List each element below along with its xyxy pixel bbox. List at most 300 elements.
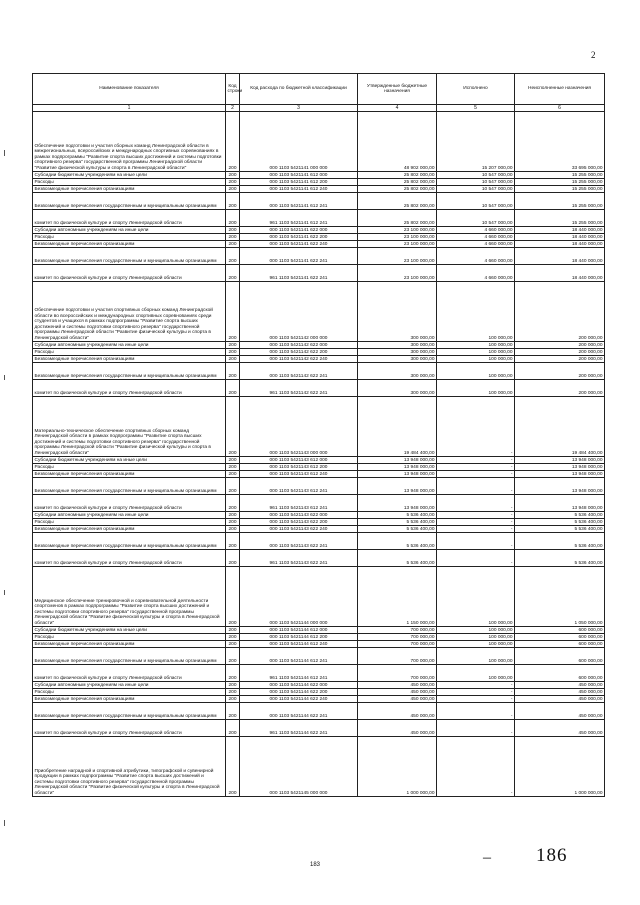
row-remaining: 600 000,00: [515, 648, 605, 665]
row-budget-code: 000 1103 5421144 612 241: [240, 648, 358, 665]
row-budget-code: 961 1103 5421141 622 241: [240, 265, 358, 282]
row-budget-code: 000 1103 5421143 612 240: [240, 471, 358, 478]
column-number: 2: [226, 105, 240, 112]
row-name: Расходы: [33, 179, 226, 186]
row-name: Безвозмездные перечисления государственным и муниципальным организациям: [33, 248, 226, 265]
row-approved: 700 000,00: [358, 641, 437, 648]
row-approved: 13 948 000,00: [358, 495, 437, 512]
row-approved: 23 100 000,00: [358, 241, 437, 248]
column-number: 5: [437, 105, 515, 112]
row-remaining: 450 000,00: [515, 696, 605, 703]
row-remaining: 200 000,00: [515, 342, 605, 349]
row-line-code: 200: [226, 193, 240, 210]
row-name: Расходы: [33, 349, 226, 356]
header-budget-code: Код расхода по бюджетной классификации: [240, 74, 358, 105]
row-name: Безвозмездные перечисления организациям: [33, 641, 226, 648]
row-executed: 100 000,00: [437, 349, 515, 356]
column-number: 1: [33, 105, 226, 112]
row-name: Безвозмездные перечисления государственным и муниципальным организациям: [33, 648, 226, 665]
row-name: Материально-техническое обеспечение спортивных сборных команд Ленинградской области в рамках подпрограммы "Развитие спорта высших достижений и системы подготовки спортивного резерва" государственной программы Ленинградской области "Развитие физической культуры и спорта в Ленинградской области": [33, 397, 226, 457]
row-executed: -: [437, 495, 515, 512]
row-approved: 300 000,00: [358, 342, 437, 349]
row-budget-code: 000 1103 5421144 622 240: [240, 696, 358, 703]
row-remaining: 200 000,00: [515, 282, 605, 342]
row-remaining: 33 695 000,00: [515, 112, 605, 172]
row-line-code: 200: [226, 349, 240, 356]
row-budget-code: 000 1103 5421143 622 241: [240, 533, 358, 550]
table-row: [33, 737, 605, 797]
row-line-code: 200: [226, 550, 240, 567]
stamp-dash: –: [483, 849, 491, 866]
row-remaining: 15 255 000,00: [515, 210, 605, 227]
row-executed: -: [437, 703, 515, 720]
row-name: Безвозмездные перечисления государственным и муниципальным организациям: [33, 478, 226, 495]
table-row: [33, 363, 605, 380]
row-budget-code: 000 1103 5421144 622 241: [240, 703, 358, 720]
row-remaining: 13 948 000,00: [515, 457, 605, 464]
row-remaining: 450 000,00: [515, 720, 605, 737]
row-line-code: 200: [226, 356, 240, 363]
row-budget-code: 000 1103 5421143 622 240: [240, 526, 358, 533]
row-line-code: 200: [226, 519, 240, 526]
row-name: Безвозмездные перечисления государственным и муниципальным организациям: [33, 533, 226, 550]
budget-execution-table: [32, 73, 605, 797]
row-remaining: 5 536 400,00: [515, 526, 605, 533]
table-row: [33, 193, 605, 210]
row-approved: 25 802 000,00: [358, 172, 437, 179]
row-approved: 23 100 000,00: [358, 234, 437, 241]
row-executed: 10 547 000,00: [437, 186, 515, 193]
row-executed: 100 000,00: [437, 567, 515, 627]
row-budget-code: 000 1103 5421143 612 241: [240, 478, 358, 495]
row-remaining: 18 440 000,00: [515, 248, 605, 265]
table-row: [33, 648, 605, 665]
row-executed: 100 000,00: [437, 282, 515, 342]
row-executed: -: [437, 464, 515, 471]
row-name: Субсидии бюджетным учреждениям на иные цели: [33, 457, 226, 464]
row-remaining: 15 255 000,00: [515, 179, 605, 186]
row-name: Безвозмездные перечисления организациям: [33, 471, 226, 478]
row-remaining: 600 000,00: [515, 627, 605, 634]
table-row: [33, 471, 605, 478]
row-name: Безвозмездные перечисления государственным и муниципальным организациям: [33, 193, 226, 210]
row-remaining: 1 050 000,00: [515, 567, 605, 627]
table-row: [33, 210, 605, 227]
row-executed: -: [437, 471, 515, 478]
row-remaining: 15 255 000,00: [515, 186, 605, 193]
row-budget-code: 000 1103 5421144 612 240: [240, 641, 358, 648]
table-row: [33, 342, 605, 349]
row-name: комитет по физической культуре и спорту Ленинградской области: [33, 265, 226, 282]
column-number: 6: [515, 105, 605, 112]
row-remaining: 19 484 400,00: [515, 397, 605, 457]
row-remaining: 15 255 000,00: [515, 172, 605, 179]
row-remaining: 1 000 000,00: [515, 737, 605, 797]
row-budget-code: 961 1103 5421142 622 241: [240, 380, 358, 397]
row-executed: 10 547 000,00: [437, 179, 515, 186]
table-row: [33, 457, 605, 464]
row-executed: -: [437, 526, 515, 533]
row-name: комитет по физической культуре и спорту Ленинградской области: [33, 210, 226, 227]
row-line-code: 200: [226, 634, 240, 641]
row-name: Медицинское обеспечение тренировочной и соревновательной деятельности спортсменов в рамках подпрограммы "Развитие спорта высших достижений и системы подготовки спортивного резерва" государственной программы Ленинградской области "Развитие физической культуры и спорта в Ленинградской области": [33, 567, 226, 627]
row-approved: 5 536 400,00: [358, 519, 437, 526]
row-remaining: 5 536 400,00: [515, 519, 605, 526]
row-name: комитет по физической культуре и спорту Ленинградской области: [33, 720, 226, 737]
row-budget-code: 961 1103 5421141 612 241: [240, 210, 358, 227]
row-name: Безвозмездные перечисления организациям: [33, 241, 226, 248]
row-executed: -: [437, 720, 515, 737]
row-budget-code: 000 1103 5421141 612 000: [240, 172, 358, 179]
column-number-row: [33, 105, 605, 112]
row-remaining: 5 536 400,00: [515, 550, 605, 567]
row-name: Субсидии автономным учреждениям на иные цели: [33, 227, 226, 234]
row-remaining: 600 000,00: [515, 641, 605, 648]
row-name: комитет по физической культуре и спорту Ленинградской области: [33, 665, 226, 682]
row-approved: 48 902 000,00: [358, 112, 437, 172]
row-executed: 10 547 000,00: [437, 210, 515, 227]
row-budget-code: 000 1103 5421141 612 241: [240, 193, 358, 210]
table-row: [33, 519, 605, 526]
row-budget-code: 000 1103 5421143 612 200: [240, 464, 358, 471]
row-approved: 13 948 000,00: [358, 464, 437, 471]
row-line-code: 200: [226, 696, 240, 703]
row-line-code: 200: [226, 457, 240, 464]
row-name: Безвозмездные перечисления организациям: [33, 526, 226, 533]
row-remaining: 600 000,00: [515, 665, 605, 682]
table-row: [33, 720, 605, 737]
row-budget-code: 961 1103 5421144 622 241: [240, 720, 358, 737]
row-name: Безвозмездные перечисления государственным и муниципальным организациям: [33, 363, 226, 380]
row-line-code: 200: [226, 720, 240, 737]
row-line-code: 200: [226, 464, 240, 471]
row-approved: 1 000 000,00: [358, 737, 437, 797]
row-line-code: 200: [226, 689, 240, 696]
row-executed: -: [437, 696, 515, 703]
table-row: [33, 248, 605, 265]
row-remaining: 18 440 000,00: [515, 234, 605, 241]
row-remaining: 18 440 000,00: [515, 241, 605, 248]
row-name: Безвозмездные перечисления организациям: [33, 186, 226, 193]
row-name: Расходы: [33, 689, 226, 696]
row-executed: -: [437, 689, 515, 696]
row-executed: -: [437, 533, 515, 550]
row-remaining: 5 536 400,00: [515, 512, 605, 519]
page-number: 183: [310, 862, 321, 868]
row-remaining: 200 000,00: [515, 363, 605, 380]
row-name: Расходы: [33, 519, 226, 526]
row-remaining: 450 000,00: [515, 689, 605, 696]
row-budget-code: 961 1103 5421144 612 241: [240, 665, 358, 682]
row-line-code: 200: [226, 648, 240, 665]
row-budget-code: 000 1103 5421144 000 000: [240, 567, 358, 627]
row-name: Расходы: [33, 634, 226, 641]
table-header-row: [33, 74, 605, 105]
row-budget-code: 000 1103 5421141 622 240: [240, 241, 358, 248]
row-executed: 4 660 000,00: [437, 265, 515, 282]
row-line-code: 200: [226, 265, 240, 282]
row-name: Обеспечение подготовки и участия спортивных сборных команд Ленинградской области во всероссийских и международных спортивных соревнованиях среди студентов и учащихся в рамках подпрограммы "Развитие спорта высших достижений и системы подготовки спортивного резерва" государственной программы Ленинградской области "Развитие физической культуры и спорта в Ленинградской области": [33, 282, 226, 342]
row-name: комитет по физической культуре и спорту Ленинградской области: [33, 550, 226, 567]
row-executed: -: [437, 737, 515, 797]
row-budget-code: 000 1103 5421142 000 000: [240, 282, 358, 342]
row-line-code: 200: [226, 241, 240, 248]
row-remaining: 200 000,00: [515, 349, 605, 356]
row-executed: 4 660 000,00: [437, 248, 515, 265]
row-line-code: 200: [226, 567, 240, 627]
row-executed: 100 000,00: [437, 342, 515, 349]
row-approved: 13 948 000,00: [358, 471, 437, 478]
row-executed: 4 660 000,00: [437, 241, 515, 248]
row-remaining: 600 000,00: [515, 634, 605, 641]
row-remaining: 15 255 000,00: [515, 193, 605, 210]
scan-mark-mid: [4, 375, 5, 380]
row-executed: -: [437, 457, 515, 464]
row-approved: 300 000,00: [358, 380, 437, 397]
row-approved: 23 100 000,00: [358, 265, 437, 282]
table-row: [33, 241, 605, 248]
header-indicator-name: Наименование показателя: [33, 74, 226, 105]
table-row: [33, 689, 605, 696]
table-row: [33, 665, 605, 682]
row-line-code: 200: [226, 363, 240, 380]
row-remaining: 13 948 000,00: [515, 495, 605, 512]
row-remaining: 18 440 000,00: [515, 227, 605, 234]
table-row: [33, 567, 605, 627]
row-budget-code: 000 1103 5421142 622 000: [240, 342, 358, 349]
row-budget-code: 000 1103 5421142 622 200: [240, 349, 358, 356]
row-budget-code: 000 1103 5421143 622 200: [240, 519, 358, 526]
header-remaining: Неисполненные назначения: [515, 74, 605, 105]
row-budget-code: 000 1103 5421144 622 200: [240, 689, 358, 696]
row-executed: 100 000,00: [437, 627, 515, 634]
table-row: [33, 696, 605, 703]
row-line-code: 200: [226, 227, 240, 234]
table-row: [33, 234, 605, 241]
row-approved: 23 100 000,00: [358, 248, 437, 265]
table-row: [33, 627, 605, 634]
row-approved: 5 536 400,00: [358, 550, 437, 567]
row-approved: 5 536 400,00: [358, 512, 437, 519]
row-approved: 300 000,00: [358, 363, 437, 380]
row-line-code: 200: [226, 512, 240, 519]
row-approved: 300 000,00: [358, 282, 437, 342]
row-line-code: 200: [226, 737, 240, 797]
row-name: Субсидии бюджетным учреждениям на иные цели: [33, 627, 226, 634]
row-executed: -: [437, 478, 515, 495]
table-row: [33, 526, 605, 533]
table-row: [33, 495, 605, 512]
row-executed: -: [437, 519, 515, 526]
row-budget-code: 000 1103 5421145 000 000: [240, 737, 358, 797]
row-budget-code: 000 1103 5421144 612 200: [240, 634, 358, 641]
row-executed: 10 547 000,00: [437, 193, 515, 210]
row-budget-code: 000 1103 5421141 000 000: [240, 112, 358, 172]
row-name: Безвозмездные перечисления государственным и муниципальным организациям: [33, 703, 226, 720]
table-row: [33, 634, 605, 641]
row-approved: 25 802 000,00: [358, 179, 437, 186]
row-name: Безвозмездные перечисления организациям: [33, 696, 226, 703]
row-name: Безвозмездные перечисления организациям: [33, 356, 226, 363]
row-budget-code: 000 1103 5421142 622 240: [240, 356, 358, 363]
header-line-code: Код строки: [226, 74, 240, 105]
table-row: [33, 550, 605, 567]
row-line-code: 200: [226, 526, 240, 533]
table-row: [33, 227, 605, 234]
row-name: Приобретение наградной и спортивной атрибутики, типографской и сувенирной продукции в рамках подпрограммы "Развитие спорта высших достижений и системы подготовки спортивного резерва" государственной программы Ленинградской области "Развитие физической культуры и спорта в Ленинградской области": [33, 737, 226, 797]
row-line-code: 200: [226, 380, 240, 397]
row-executed: 100 000,00: [437, 665, 515, 682]
row-executed: 4 660 000,00: [437, 227, 515, 234]
row-executed: 100 000,00: [437, 634, 515, 641]
table-row: [33, 682, 605, 689]
row-budget-code: 000 1103 5421142 622 241: [240, 363, 358, 380]
row-budget-code: 961 1103 5421143 612 241: [240, 495, 358, 512]
row-executed: 10 547 000,00: [437, 172, 515, 179]
row-budget-code: 000 1103 5421143 622 000: [240, 512, 358, 519]
table-row: [33, 172, 605, 179]
row-name: Расходы: [33, 234, 226, 241]
row-name: Субсидии автономным учреждениям на иные цели: [33, 512, 226, 519]
row-approved: 300 000,00: [358, 356, 437, 363]
scan-mark-lower: [4, 590, 5, 595]
row-approved: 700 000,00: [358, 665, 437, 682]
row-line-code: 200: [226, 665, 240, 682]
row-budget-code: 000 1103 5421141 622 241: [240, 248, 358, 265]
row-remaining: 13 948 000,00: [515, 471, 605, 478]
row-budget-code: 000 1103 5421141 612 240: [240, 186, 358, 193]
table-row: [33, 265, 605, 282]
table-row: [33, 282, 605, 342]
row-budget-code: 000 1103 5421144 612 000: [240, 627, 358, 634]
row-budget-code: 000 1103 5421141 622 200: [240, 234, 358, 241]
row-name: Обеспечение подготовки и участия сборных команд Ленинградской области в межрегиональных, всероссийских и международных спортивных соревнованиях в рамках подпрограммы "Развитие спорта высших достижений и системы подготовки спортивного резерва" государственной программы Ленинградской области "Развитие физической культуры и спорта в Ленинградской области": [33, 112, 226, 172]
row-approved: 25 802 000,00: [358, 193, 437, 210]
row-executed: 100 000,00: [437, 380, 515, 397]
row-executed: -: [437, 682, 515, 689]
row-approved: 13 948 000,00: [358, 478, 437, 495]
row-budget-code: 000 1103 5421144 622 000: [240, 682, 358, 689]
row-name: Субсидии автономным учреждениям на иные цели: [33, 342, 226, 349]
table-row: [33, 512, 605, 519]
row-approved: 1 150 000,00: [358, 567, 437, 627]
header-approved: Утвержденные бюджетные назначения: [358, 74, 437, 105]
row-executed: -: [437, 397, 515, 457]
row-executed: 100 000,00: [437, 363, 515, 380]
row-line-code: 200: [226, 471, 240, 478]
row-line-code: 200: [226, 495, 240, 512]
row-remaining: 18 440 000,00: [515, 265, 605, 282]
row-approved: 19 484 400,00: [358, 397, 437, 457]
row-approved: 5 536 400,00: [358, 533, 437, 550]
row-line-code: 200: [226, 186, 240, 193]
header-executed: Исполнено: [437, 74, 515, 105]
row-line-code: 200: [226, 282, 240, 342]
scan-mark-bottom: [4, 820, 5, 826]
column-number: 4: [358, 105, 437, 112]
row-line-code: 200: [226, 172, 240, 179]
row-executed: 100 000,00: [437, 641, 515, 648]
row-line-code: 200: [226, 234, 240, 241]
row-approved: 700 000,00: [358, 634, 437, 641]
table-row: [33, 397, 605, 457]
table-row: [33, 703, 605, 720]
row-budget-code: 000 1103 5421143 000 000: [240, 397, 358, 457]
table-row: [33, 179, 605, 186]
row-line-code: 200: [226, 342, 240, 349]
row-approved: 25 802 000,00: [358, 186, 437, 193]
row-remaining: 450 000,00: [515, 682, 605, 689]
row-approved: 5 536 400,00: [358, 526, 437, 533]
row-executed: 15 207 000,00: [437, 112, 515, 172]
row-line-code: 200: [226, 478, 240, 495]
row-executed: 4 660 000,00: [437, 234, 515, 241]
row-remaining: 200 000,00: [515, 356, 605, 363]
row-line-code: 200: [226, 627, 240, 634]
row-remaining: 13 948 000,00: [515, 464, 605, 471]
row-name: Субсидии бюджетным учреждениям на иные цели: [33, 172, 226, 179]
table-body: [33, 112, 605, 797]
table-row: [33, 356, 605, 363]
row-name: Субсидии автономным учреждениям на иные цели: [33, 682, 226, 689]
row-approved: 700 000,00: [358, 648, 437, 665]
row-line-code: 200: [226, 682, 240, 689]
table-row: [33, 186, 605, 193]
row-line-code: 200: [226, 703, 240, 720]
row-remaining: 200 000,00: [515, 380, 605, 397]
table-row: [33, 380, 605, 397]
row-executed: 100 000,00: [437, 648, 515, 665]
row-budget-code: 000 1103 5421141 622 000: [240, 227, 358, 234]
row-approved: 450 000,00: [358, 703, 437, 720]
row-approved: 700 000,00: [358, 627, 437, 634]
table-row: [33, 533, 605, 550]
row-executed: 100 000,00: [437, 356, 515, 363]
table-row: [33, 112, 605, 172]
row-line-code: 200: [226, 641, 240, 648]
row-name: комитет по физической культуре и спорту Ленинградской области: [33, 380, 226, 397]
row-approved: 450 000,00: [358, 689, 437, 696]
stamp-number: 186: [536, 845, 568, 866]
row-line-code: 200: [226, 397, 240, 457]
top-right-number: 2: [591, 50, 596, 60]
row-approved: 300 000,00: [358, 349, 437, 356]
row-executed: -: [437, 512, 515, 519]
table-row: [33, 641, 605, 648]
table-row: [33, 478, 605, 495]
row-approved: 450 000,00: [358, 682, 437, 689]
row-executed: -: [437, 550, 515, 567]
row-remaining: 13 948 000,00: [515, 478, 605, 495]
column-number: 3: [240, 105, 358, 112]
row-line-code: 200: [226, 533, 240, 550]
row-approved: 23 100 000,00: [358, 227, 437, 234]
table-row: [33, 349, 605, 356]
row-approved: 13 948 000,00: [358, 457, 437, 464]
row-remaining: 5 536 400,00: [515, 533, 605, 550]
row-line-code: 200: [226, 210, 240, 227]
row-budget-code: 000 1103 5421143 612 000: [240, 457, 358, 464]
row-remaining: 450 000,00: [515, 703, 605, 720]
table-row: [33, 464, 605, 471]
row-name: Расходы: [33, 464, 226, 471]
row-line-code: 200: [226, 179, 240, 186]
scan-mark-top: [4, 150, 5, 156]
row-approved: 25 802 000,00: [358, 210, 437, 227]
row-approved: 450 000,00: [358, 720, 437, 737]
row-budget-code: 000 1103 5421141 612 200: [240, 179, 358, 186]
row-approved: 450 000,00: [358, 696, 437, 703]
